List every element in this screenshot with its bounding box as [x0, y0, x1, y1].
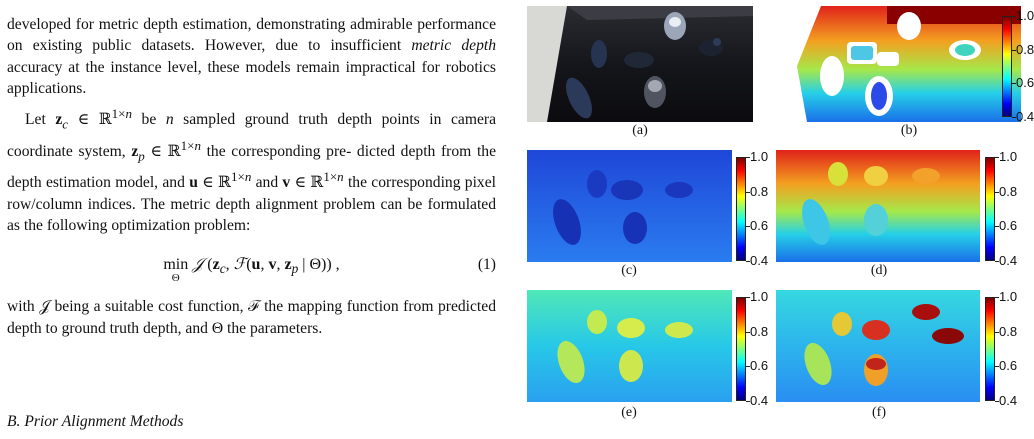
- paragraph-intro: developed for metric depth estimation, demonstrating admirable performance on existing public datasets. However, due to insufficient metric depth accuracy at the instance level, these models remain impractical for robotics applications.: [7, 16, 496, 97]
- caption-f: (f): [872, 405, 886, 420]
- body-text: [7, 14, 496, 339]
- colorbar-b: [1002, 16, 1012, 117]
- equation-number: (1): [477, 256, 496, 274]
- colorbar-c: [736, 157, 746, 261]
- colorbar-f-tick-label: 1.0: [999, 289, 1018, 304]
- colorbar-d: [985, 157, 995, 261]
- colorbar-f-tick-label: 0.4: [999, 393, 1018, 408]
- colorbar-e-tick-label: 1.0: [750, 289, 769, 304]
- equation-body: min Θ 𝒥 ($z_c$, ℱ(u, v, $z_p$ | Θ)) ,: [163, 256, 340, 285]
- colorbar-b-tick-label: 0.6: [1016, 75, 1034, 90]
- panel-a-rgb-image: [527, 6, 753, 122]
- colorbar-d-tick-label: 0.6: [999, 218, 1018, 233]
- colorbar-e-tick-label: 0.4: [750, 393, 769, 408]
- equation-1: [7, 244, 496, 290]
- colorbar-e-tick-label: 0.8: [750, 324, 769, 339]
- colorbar-d-tick-label: 0.4: [999, 253, 1018, 268]
- colorbar-c-tick-label: 0.6: [750, 218, 769, 233]
- caption-e: (e): [621, 405, 637, 420]
- colorbar-b-tick-label: 0.8: [1016, 42, 1034, 57]
- panel-c-predicted-depth: [527, 150, 732, 262]
- colorbar-f-tick-label: 0.6: [999, 358, 1018, 373]
- panel-b-ground-truth-depth: [797, 6, 1021, 122]
- colorbar-c-tick-label: 0.8: [750, 184, 769, 199]
- panel-d-predicted-depth: [776, 150, 980, 262]
- colorbar-b-tick-label: 0.4: [1016, 109, 1034, 124]
- caption-c: (c): [621, 263, 637, 278]
- colorbar-c-tick-label: 1.0: [750, 149, 769, 164]
- colorbar-d-tick-label: 0.8: [999, 184, 1018, 199]
- caption-d: (d): [870, 263, 888, 278]
- caption-a: (a): [632, 123, 648, 138]
- panel-f-predicted-depth: [776, 290, 980, 402]
- panel-e-predicted-depth: [527, 290, 732, 402]
- paragraph-definitions-2: with 𝒥 being a suitable cost function, ℱ the mapping function from predicted depth to ground truth depth, and Θ the parameters.: [7, 298, 496, 337]
- colorbar-f-tick-label: 0.8: [999, 324, 1018, 339]
- colorbar-f: [985, 297, 995, 401]
- figure: [513, 0, 1034, 439]
- colorbar-e-tick-label: 0.6: [750, 358, 769, 373]
- colorbar-e: [736, 297, 746, 401]
- section-heading: B. Prior Alignment Methods: [7, 413, 184, 430]
- colorbar-b-tick-label: 1.0: [1016, 8, 1034, 23]
- paragraph-definitions: Let $z_c$ ∈ ℝ$^{1\times n}$ be n sampled ground truth depth points in camera coordinate system, $z_p$ ∈ ℝ$^{1\times n}$ the corresponding pre- dicted depth from the depth estimation model, and u ∈ ℝ$^{1\times n}$ and v ∈ ℝ$^{1\times n}$ the corresponding pixel row/column indices. The metric depth alignment problem can be formulated as the following optimization problem:: [7, 106, 496, 235]
- caption-b: (b): [900, 123, 918, 138]
- colorbar-c-tick-label: 0.4: [750, 253, 769, 268]
- colorbar-d-tick-label: 1.0: [999, 149, 1018, 164]
